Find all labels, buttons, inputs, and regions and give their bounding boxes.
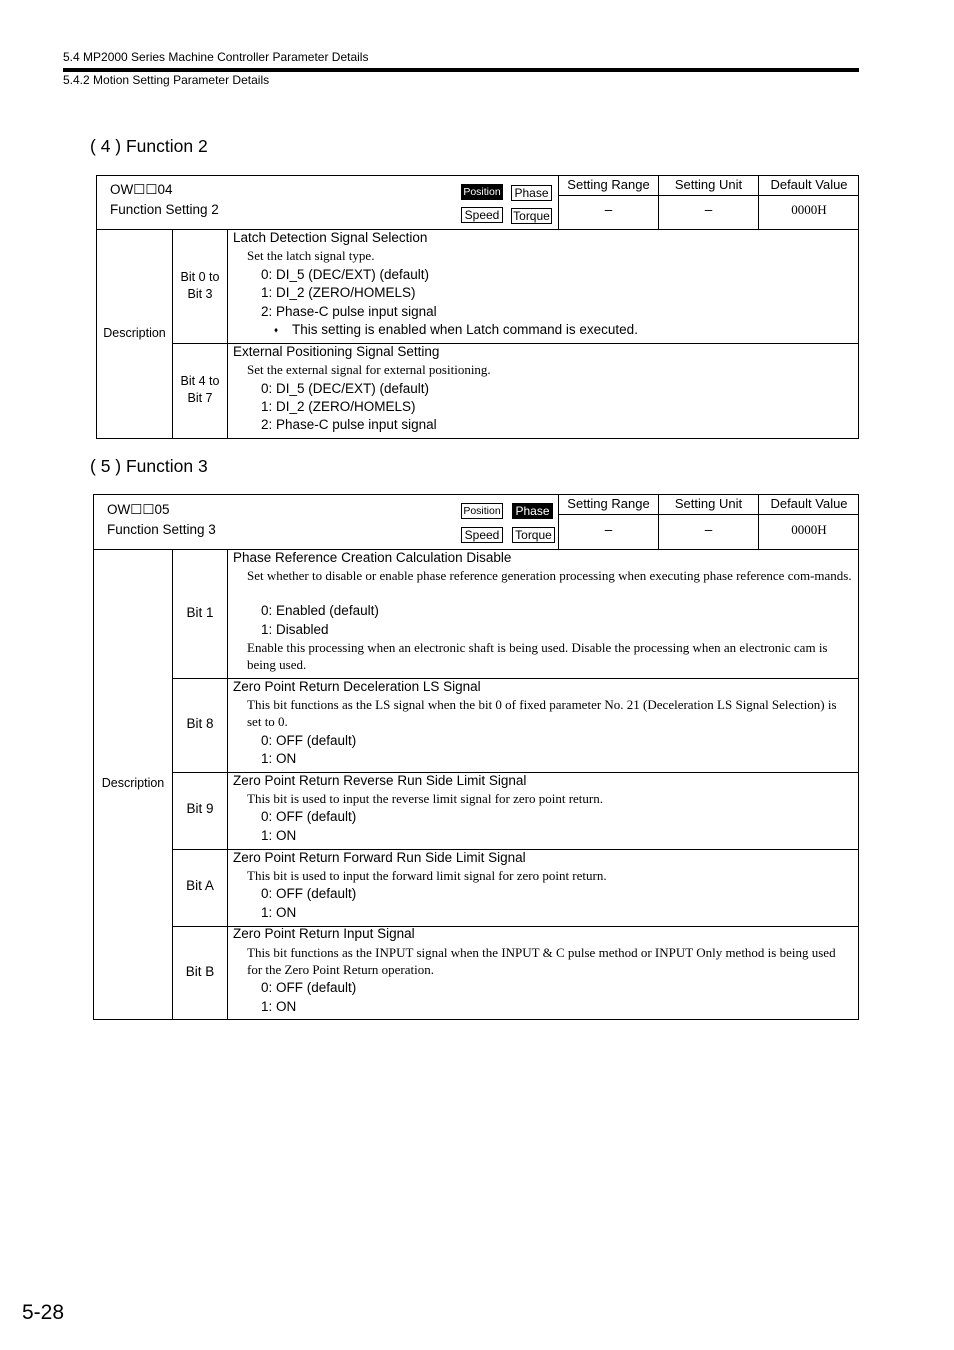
bit-label: Bit 1	[186, 605, 214, 620]
page-number: 5-28	[22, 1301, 65, 1324]
section-title-function-2: ( 4 ) Function 2	[90, 136, 208, 156]
bit-label: Bit 3	[187, 287, 213, 301]
position-badge: Position	[461, 184, 503, 200]
bit-title: Zero Point Return Deceleration LS Signal	[233, 679, 481, 694]
option-item: 2: Phase-C pulse input signal	[261, 417, 437, 432]
option-item: 1: DI_2 (ZERO/HOMELS)	[261, 399, 416, 414]
header-rule	[63, 68, 859, 72]
option-item: 1: DI_2 (ZERO/HOMELS)	[261, 285, 416, 300]
option-item: 0: OFF (default)	[261, 886, 357, 901]
option-item: 0: DI_5 (DEC/EXT) (default)	[261, 381, 430, 396]
bit-label: Bit 0 to	[180, 270, 220, 284]
option-item: 1: ON	[261, 999, 297, 1014]
bit-title: Zero Point Return Input Signal	[233, 926, 415, 941]
option-item: 2: Phase-C pulse input signal	[261, 304, 437, 319]
description-label: Description	[101, 776, 165, 790]
register-name: Function Setting 2	[110, 202, 219, 217]
running-header-section: 5.4 MP2000 Series Machine Controller Parameter Details	[63, 50, 369, 64]
bit-intro: This bit is used to input the reverse limit signal for zero point return.	[247, 791, 603, 806]
running-header-subsection: 5.4.2 Motion Setting Parameter Details	[63, 73, 270, 87]
option-item: 0: OFF (default)	[261, 733, 357, 748]
col-default-value: Default Value	[770, 177, 848, 192]
bit-title: Zero Point Return Reverse Run Side Limit Signal	[233, 773, 527, 788]
bit-intro: Set whether to disable or enable phase reference generation processing when executing phase reference com-mands.	[247, 568, 852, 583]
option-item: 0: OFF (default)	[261, 980, 357, 995]
bit-title: Zero Point Return Forward Run Side Limit Signal	[233, 850, 526, 865]
option-item: 1: ON	[261, 751, 297, 766]
setting-unit-value: –	[704, 202, 713, 217]
bit-intro: This bit functions as the INPUT signal when the INPUT & C pulse method or INPUT Only method is being used for the Zero Point Return operation.	[247, 945, 836, 977]
bit-label: Bit 7	[187, 391, 213, 405]
option-item: 0: DI_5 (DEC/EXT) (default)	[261, 267, 430, 282]
bit-intro: Set the external signal for external positioning.	[247, 362, 491, 377]
speed-badge: Speed	[461, 207, 503, 223]
col-setting-range: Setting Range	[567, 177, 650, 192]
phase-badge: Phase	[511, 185, 552, 201]
register-name: Function Setting 3	[107, 522, 216, 537]
col-default-value: Default Value	[770, 496, 848, 511]
register-number: OW☐☐05	[107, 502, 170, 517]
col-setting-range: Setting Range	[567, 496, 650, 511]
bit-label: Bit 9	[186, 801, 214, 816]
col-setting-unit: Setting Unit	[674, 177, 743, 192]
bit-intro: Set the latch signal type.	[247, 248, 375, 263]
col-setting-unit: Setting Unit	[674, 496, 743, 511]
speed-badge: Speed	[461, 527, 503, 543]
register-number: OW☐☐04	[110, 182, 173, 197]
setting-range-value: –	[604, 522, 613, 537]
bit-label: Bit 8	[186, 716, 214, 731]
description-label: Description	[103, 326, 166, 340]
bit-label: Bit 4 to	[180, 374, 220, 388]
torque-badge: Torque	[511, 208, 552, 224]
torque-badge: Torque	[512, 527, 555, 543]
bit-note: Enable this processing when an electronic shaft is being used. Disable the processing when an electronic cam is being used.	[247, 640, 828, 672]
bit-intro: This bit functions as the LS signal when the bit 0 of fixed parameter No. 21 (Deceleration LS Signal Selection) is set to 0.	[247, 697, 837, 729]
bit-title: Phase Reference Creation Calculation Disable	[233, 550, 512, 565]
note-bullet-icon: ♦	[274, 325, 279, 335]
option-item: 1: Disabled	[261, 622, 329, 637]
bit-title: External Positioning Signal Setting	[233, 344, 440, 359]
default-value: 0000H	[791, 522, 827, 537]
note-text: This setting is enabled when Latch command is executed.	[292, 322, 638, 337]
position-badge: Position	[461, 503, 503, 519]
option-item: 1: ON	[261, 905, 297, 920]
default-value: 0000H	[791, 202, 827, 217]
option-item: 0: Enabled (default)	[261, 603, 379, 618]
phase-badge: Phase	[512, 503, 553, 519]
setting-range-value: –	[604, 202, 613, 217]
bit-label: Bit B	[185, 964, 215, 979]
option-item: 1: ON	[261, 828, 297, 843]
setting-unit-value: –	[704, 522, 713, 537]
bit-title: Latch Detection Signal Selection	[233, 230, 428, 245]
section-title-function-3: ( 5 ) Function 3	[90, 456, 208, 476]
option-item: 0: OFF (default)	[261, 809, 357, 824]
bit-intro: This bit is used to input the forward limit signal for zero point return.	[247, 868, 607, 883]
bit-label: Bit A	[186, 878, 214, 893]
